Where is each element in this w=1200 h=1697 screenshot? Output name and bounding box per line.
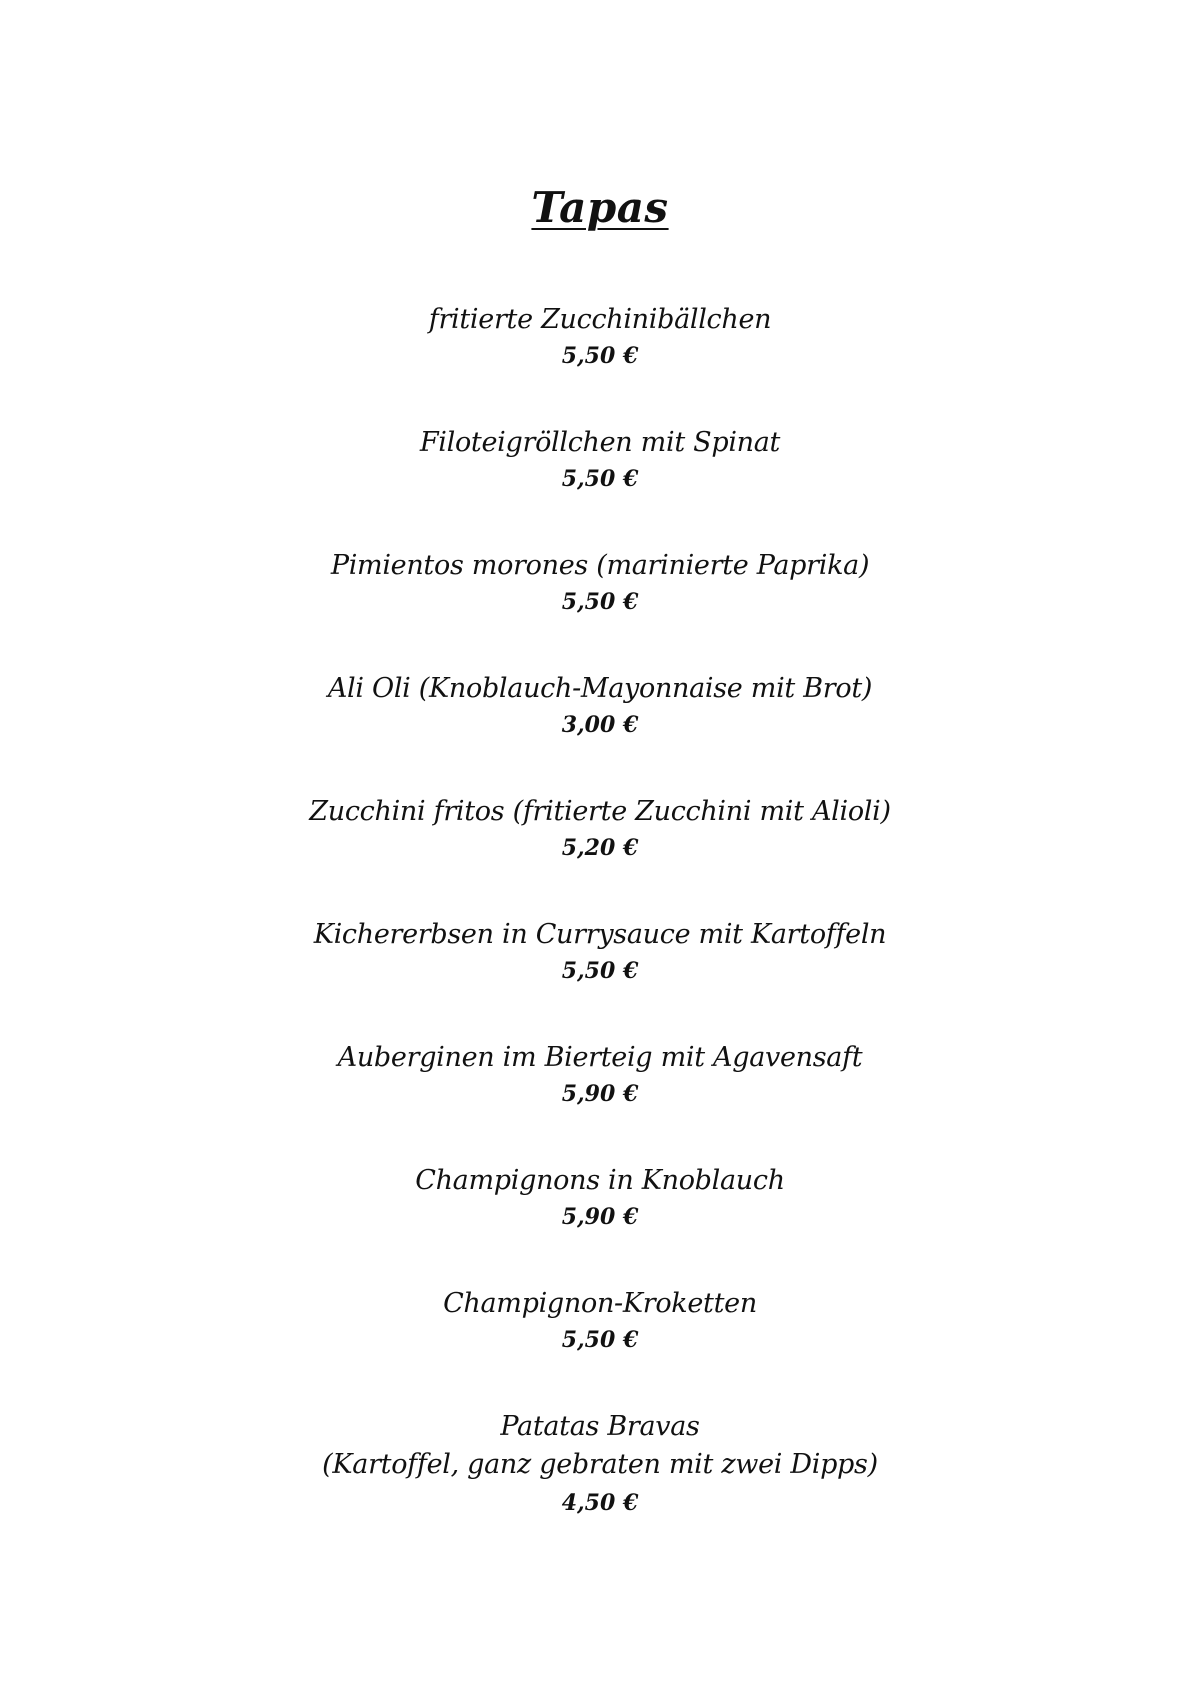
menu-item (0, 794, 1200, 863)
menu-item-name: Auberginen im Bierteig mit Agavensaft (337, 1042, 863, 1073)
menu-item-price: 5,50 € (561, 958, 639, 984)
menu-item (0, 1409, 1200, 1518)
menu-item-price: 5,50 € (561, 343, 639, 369)
menu-title: Tapas (531, 183, 669, 232)
menu-item-price: 3,00 € (561, 712, 639, 738)
menu-item-price: 5,50 € (561, 589, 639, 615)
menu-item (0, 671, 1200, 740)
menu-item-description: (Kartoffel, ganz gebraten mit zwei Dipps) (322, 1449, 878, 1480)
menu-item-price: 5,50 € (561, 466, 639, 492)
menu-item (0, 1286, 1200, 1355)
menu-item-name: Ali Oli (Knoblauch-Mayonnaise mit Brot) (327, 673, 873, 704)
menu-item-price: 5,50 € (561, 1327, 639, 1353)
menu-item (0, 1040, 1200, 1109)
menu-item-name: Kichererbsen in Currysauce mit Kartoffeln (313, 919, 887, 950)
menu-item-name: Patatas Bravas (500, 1411, 700, 1442)
menu-item (0, 425, 1200, 494)
menu-item (0, 1163, 1200, 1232)
menu-item-name: Zucchini fritos (fritierte Zucchini mit Alioli) (309, 796, 891, 827)
menu-item (0, 548, 1200, 617)
menu-item (0, 917, 1200, 986)
menu-item-name: Pimientos morones (marinierte Paprika) (330, 550, 870, 581)
menu-item (0, 302, 1200, 371)
menu-item-name: fritierte Zucchinibällchen (428, 304, 772, 335)
menu-item-price: 4,50 € (561, 1490, 639, 1516)
menu-item-price: 5,90 € (561, 1204, 639, 1230)
menu-item-name: Filoteigröllchen mit Spinat (419, 427, 781, 458)
menu-item-name: Champignon-Kroketten (443, 1288, 757, 1319)
menu-item-price: 5,90 € (561, 1081, 639, 1107)
menu-item-price: 5,20 € (561, 835, 639, 861)
menu-item-name: Champignons in Knoblauch (415, 1165, 785, 1196)
